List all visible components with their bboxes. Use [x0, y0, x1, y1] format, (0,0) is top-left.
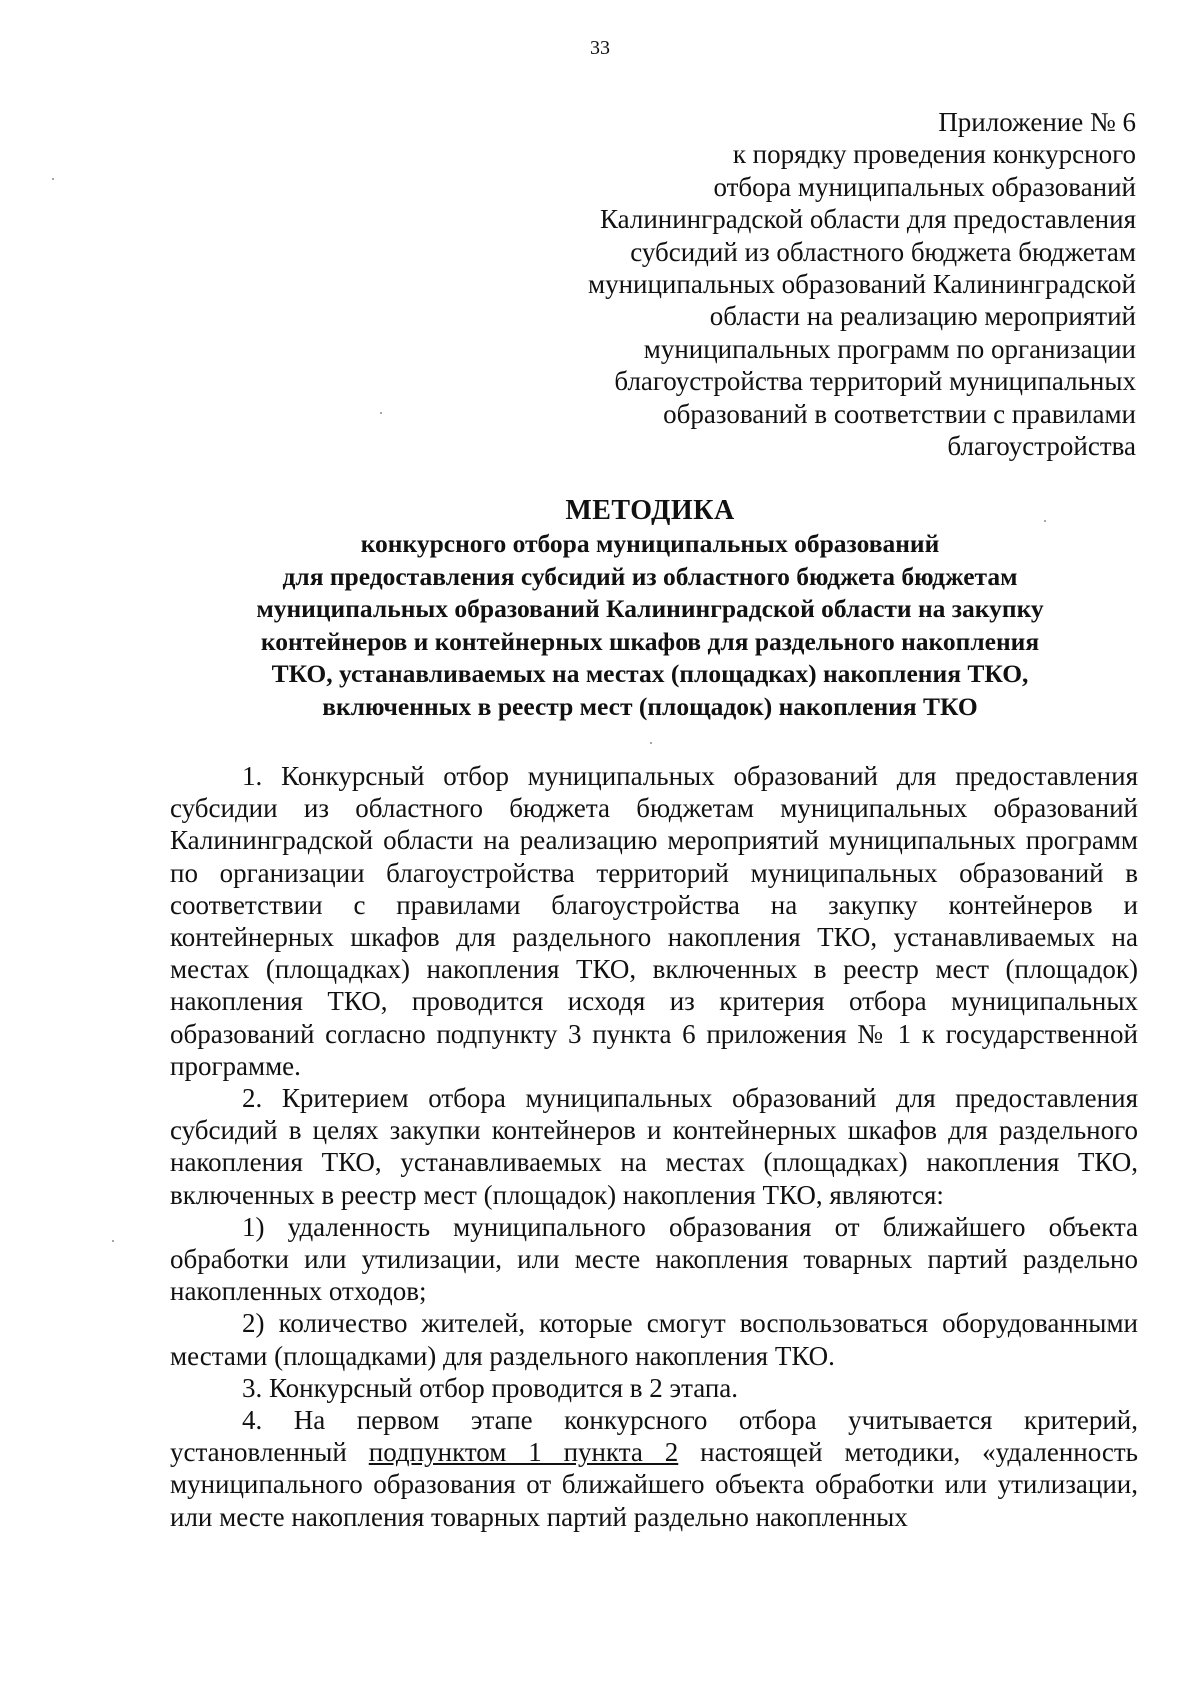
scan-speck — [380, 412, 382, 414]
paragraph-2-item-2: 2) количество жителей, которые смогут воспользоваться оборудованными местами (площадками) для раздельного накопления ТКО. — [170, 1308, 1138, 1371]
appendix-header — [496, 106, 1136, 462]
paragraph-1: 1. Конкурсный отбор муниципальных образований для предоставления субсидии из областного бюджета бюджетам муниципальных образований Калининградской области на реализацию мероприятий муниципальных программ по организации благоустройства территорий муниципальных образований в соответствии с правилами благоустройства на закупку контейнеров и контейнерных шкафов для раздельного накопления ТКО, устанавливаемых на местах (площадках) накопления ТКО, включенных в реестр мест (площадок) накопления ТКО, проводится исходя из критерия отбора муниципальных образований согласно подпункту 3 пункта 6 приложения № 1 к государственной программе. — [170, 761, 1138, 1081]
paragraph-2: 2. Критерием отбора муниципальных образований для предоставления субсидий в целях закупки контейнеров и контейнерных шкафов для раздельного накопления ТКО, устанавливаемых на местах (площадках) накопления ТКО, включенных в реестр мест (площадок) накопления ТКО, являются: — [170, 1083, 1138, 1210]
appendix-line: к порядку проведения конкурсного — [732, 139, 1136, 170]
title-line: конкурсного отбора муниципальных образований — [360, 529, 940, 558]
paragraph-2-item-1: 1) удаленность муниципального образования от ближайшего объекта обработки или утилизации, или месте накопления товарных партий раздельно накопленных отходов; — [170, 1211, 1138, 1307]
paragraph-4-end: настоящей методики, «удаленность муниципального образования от ближайшего объекта обработки или утилизации, или месте накопления товарных партий раздельно накопленных — [170, 1437, 1138, 1532]
appendix-line: образований в соответствии с правилами — [663, 398, 1136, 429]
scan-speck — [112, 1240, 114, 1242]
document-body — [170, 760, 1138, 1533]
title-line: ТКО, устанавливаемых на местах (площадках) накопления ТКО, — [271, 659, 1029, 688]
page-number: 33 — [590, 37, 610, 59]
appendix-line: Приложение № 6 — [938, 107, 1136, 137]
paragraph-3: 3. Конкурсный отбор проводится в 2 этапа. — [242, 1372, 739, 1403]
appendix-line: отбора муниципальных образований — [713, 171, 1136, 202]
appendix-line: благоустройства территорий муниципальных — [614, 366, 1136, 397]
document-title — [150, 494, 1150, 723]
scan-speck — [52, 178, 54, 180]
title-line: муниципальных образований Калининградской области на закупку — [256, 594, 1044, 623]
scan-speck — [650, 742, 652, 744]
appendix-line: муниципальных программ по организации — [643, 333, 1136, 364]
appendix-line: области на реализацию мероприятий — [709, 301, 1136, 332]
title-line: для предоставления субсидий из областного бюджета бюджетам — [282, 561, 1018, 591]
appendix-line: субсидий из областного бюджета бюджетам — [630, 236, 1136, 267]
title-line: контейнеров и контейнерных шкафов для раздельного накопления — [260, 626, 1040, 656]
paragraph-4-start: 4. На первом этапе конкурсного отбора учитывается критерий, установленный — [170, 1405, 1138, 1468]
appendix-line: Калининградской области для предоставления — [599, 204, 1136, 235]
scan-speck — [1044, 520, 1046, 522]
paragraph-4 — [170, 1404, 1138, 1533]
title-main: МЕТОДИКА — [565, 495, 735, 526]
appendix-line: муниципальных образований Калининградской — [587, 269, 1136, 300]
title-line: включенных в реестр мест (площадок) накопления ТКО — [322, 691, 978, 721]
paragraph-4-reference: подпунктом 1 пункта 2 — [368, 1437, 679, 1468]
appendix-line: благоустройства — [947, 431, 1136, 462]
